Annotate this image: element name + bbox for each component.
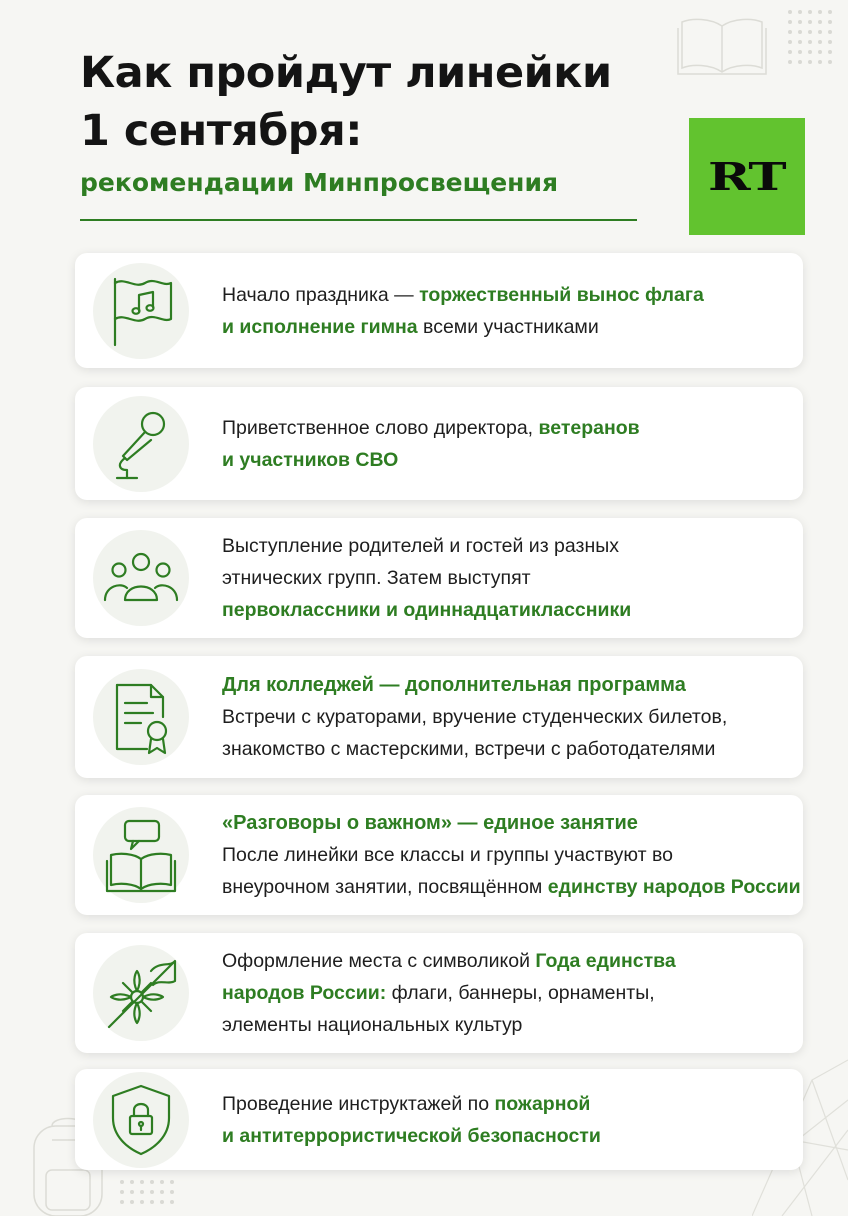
text-line: После линейки все классы и группы участвуют во [222,844,673,866]
decor-dot [140,1190,144,1194]
decor-dot [140,1180,144,1184]
card-flag-anthem [75,253,803,368]
decor-dot [788,40,792,44]
card-text [222,279,785,343]
decor-dot [788,30,792,34]
decor-dot [788,20,792,24]
open-book-speech-icon [93,807,189,903]
text-line: элементы национальных культур [222,1014,523,1036]
decor-dot [788,50,792,54]
card-text [222,807,801,903]
decor-dot [808,20,812,24]
text-part: Оформление места с символикой [222,950,536,972]
card-important-talks [75,795,803,915]
decor-dot [160,1190,164,1194]
microphone-icon [93,396,189,492]
decor-dot [130,1190,134,1194]
decor-dot [828,60,832,64]
card-text [222,412,785,476]
certificate-document-icon [93,669,189,765]
ornament-flower-icon [93,945,189,1041]
card-text [222,1088,785,1152]
decor-dot [808,40,812,44]
card-text [222,530,785,626]
card-performances [75,518,803,638]
decor-dot [160,1200,164,1204]
decor-dot [808,10,812,14]
shield-lock-icon [93,1072,189,1168]
card-text [222,945,785,1041]
text-part: всеми участниками [417,315,599,338]
card-colleges [75,656,803,778]
text-line: Выступление родителей и гостей из разных [222,535,620,557]
decor-dot [140,1200,144,1204]
highlight-text: единству народов России [547,876,801,898]
text-part: Начало праздника — [222,283,420,306]
book-outline-decoration [676,14,768,76]
highlight-text: народов России: [222,982,387,1004]
decor-dot [828,10,832,14]
decor-dot [788,60,792,64]
decor-dot [160,1180,164,1184]
decor-dot [150,1180,154,1184]
decor-dot [808,60,812,64]
decor-dot [798,20,802,24]
text-part: флаги, баннеры, орнаменты, [386,982,655,1004]
decor-dot [808,50,812,54]
title-line-1: Как пройдут линейки [80,48,612,98]
card-decoration [75,933,803,1053]
highlight-text: и исполнение гимна [222,315,418,338]
highlight-text: пожарной [494,1092,591,1115]
decor-dot [818,50,822,54]
decor-dot [798,50,802,54]
card-heading: «Разговоры о важном» — единое занятие [222,812,638,834]
rt-logo [689,118,805,235]
decor-dot [130,1180,134,1184]
decor-dot [170,1180,174,1184]
rt-logo-text: RT [708,154,786,199]
header-divider [80,219,637,221]
decor-dot [120,1180,124,1184]
text-line: знакомство с мастерскими, встречи с работодателями [222,738,716,760]
decor-dot [798,60,802,64]
decor-dot [818,30,822,34]
text-line: этнических групп. Затем выступят [222,567,531,589]
decor-dot [120,1190,124,1194]
decor-dot [798,40,802,44]
text-part: Приветственное слово директора, [222,416,539,439]
card-safety-briefing [75,1069,803,1170]
highlight-text: торжественный вынос флага [419,283,704,306]
decor-dot [818,20,822,24]
decor-dot [828,50,832,54]
decor-dot [808,30,812,34]
dot-grid-decoration [786,8,836,68]
decor-dot [818,10,822,14]
decor-dot [818,40,822,44]
text-line: Встречи с кураторами, вручение студенческих билетов, [222,706,728,728]
decor-dot [150,1190,154,1194]
decor-dot [828,20,832,24]
text-part: Проведение инструктажей по [222,1092,495,1115]
highlight-text: ветеранов [538,416,640,439]
decor-dot [130,1200,134,1204]
page-subtitle: рекомендации Минпросвещения [80,168,559,197]
flag-music-icon [93,263,189,359]
text-part: внеурочном занятии, посвящённом [222,876,548,898]
card-text [222,669,785,765]
card-welcome-speech [75,387,803,500]
decor-dot [170,1200,174,1204]
title-line-2: 1 сентября: [80,106,362,156]
decor-dot [828,40,832,44]
decor-dot [828,30,832,34]
decor-dot [150,1200,154,1204]
decor-dot [798,10,802,14]
highlight-text: и антитеррористической безопасности [222,1124,601,1147]
highlight-text: первоклассники и одиннадцатиклассники [222,599,632,621]
card-heading: Для колледжей — дополнительная программа [222,674,686,696]
people-group-icon [93,530,189,626]
highlight-text: Года единства [535,950,676,972]
decor-dot [120,1200,124,1204]
decor-dot [798,30,802,34]
decor-dot [788,10,792,14]
highlight-text: и участников СВО [222,448,399,471]
dot-grid-decoration-bottom [118,1178,178,1212]
decor-dot [818,60,822,64]
page-title [80,44,612,160]
decor-dot [170,1190,174,1194]
